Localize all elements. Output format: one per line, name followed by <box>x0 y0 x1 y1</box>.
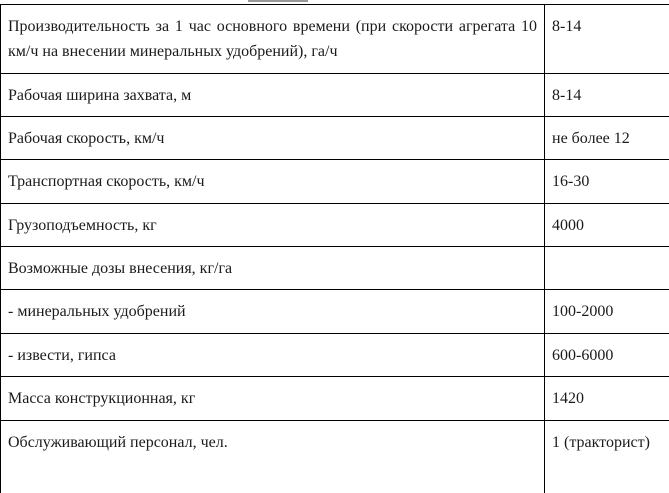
parameter-label: - минеральных удобрений <box>8 303 186 320</box>
parameter-label: - извести, гипса <box>8 347 116 364</box>
value-cell <box>545 377 669 421</box>
value-cell <box>545 421 669 493</box>
table-row <box>1 334 669 377</box>
table-row <box>1 290 669 334</box>
parameter-cell <box>1 117 545 160</box>
parameter-cell <box>1 74 545 117</box>
parameter-value: 4000 <box>552 217 584 234</box>
value-cell <box>545 247 669 290</box>
parameter-cell <box>1 5 545 74</box>
parameter-label: Грузоподъемность, кг <box>8 217 157 234</box>
table-row <box>1 74 669 117</box>
table-row <box>1 5 669 74</box>
parameter-label: Рабочая ширина захвата, м <box>8 87 192 104</box>
specifications-table <box>0 4 669 493</box>
parameter-value: 8-14 <box>552 87 582 104</box>
parameter-cell <box>1 377 545 421</box>
parameter-label: Рабочая скорость, км/ч <box>8 130 165 147</box>
value-cell <box>545 204 669 247</box>
parameter-cell <box>1 334 545 377</box>
parameter-cell <box>1 421 545 493</box>
parameter-cell <box>1 160 545 204</box>
parameter-cell <box>1 247 545 290</box>
parameter-value: 600-6000 <box>552 347 614 364</box>
parameter-label: Возможные дозы внесения, кг/га <box>8 260 233 277</box>
table-row <box>1 117 669 160</box>
table-row <box>1 247 669 290</box>
parameter-value: 16-30 <box>552 173 590 190</box>
value-cell <box>545 334 669 377</box>
parameter-cell <box>1 290 545 334</box>
value-cell <box>545 290 669 334</box>
parameter-value: 1 (тракторист) <box>552 434 650 451</box>
parameter-label: Масса конструкционная, кг <box>8 390 196 407</box>
parameter-value: 1420 <box>552 390 584 407</box>
parameter-label: Транспортная скорость, км/ч <box>8 173 205 190</box>
value-cell <box>545 117 669 160</box>
parameter-label: Обслуживающий персонал, чел. <box>8 434 228 451</box>
value-cell <box>545 5 669 74</box>
parameter-cell <box>1 204 545 247</box>
parameter-value: 100-2000 <box>552 303 614 320</box>
parameter-label: Производительность за 1 час основного времени (при скорости агрегата 10 км/ч на внесении минеральных удобрений), га/ч <box>8 18 537 60</box>
table-row <box>1 421 669 493</box>
parameter-value: не более 12 <box>552 130 630 147</box>
table-row <box>1 377 669 421</box>
parameter-value <box>552 247 669 256</box>
table-row <box>1 204 669 247</box>
table-row <box>1 160 669 204</box>
parameter-value: 8-14 <box>552 18 582 35</box>
value-cell <box>545 160 669 204</box>
cut-off-text-fragment <box>248 0 308 2</box>
value-cell <box>545 74 669 117</box>
